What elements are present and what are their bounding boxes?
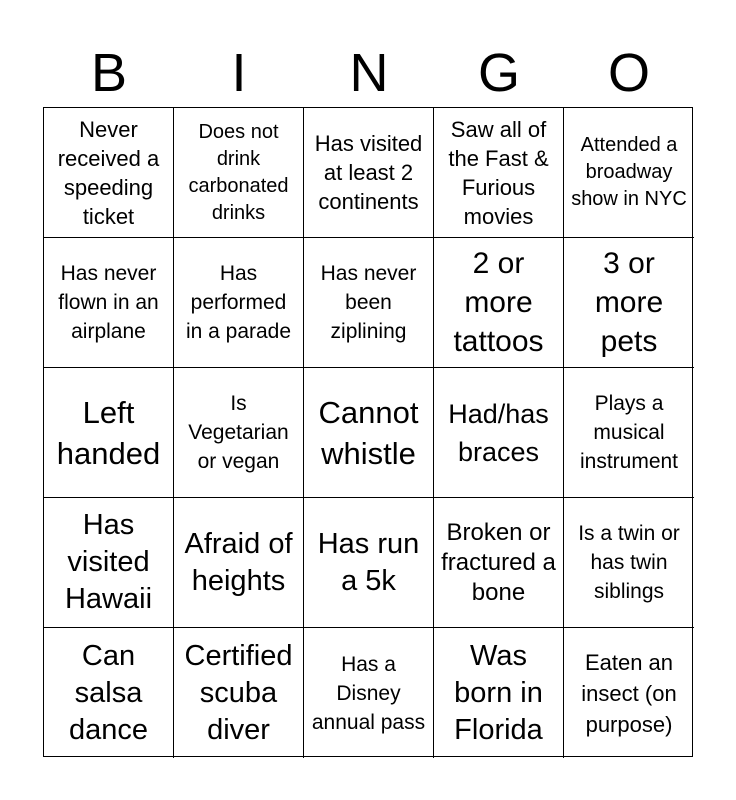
bingo-cell[interactable] (304, 238, 434, 368)
cell-text: Has a Disney annual pass (311, 652, 426, 734)
cell-text: Does not drink carbonated drinks (188, 120, 289, 224)
cell-text: Can salsa dance (68, 639, 148, 746)
cell-text: Has never been ziplining (320, 262, 417, 343)
bingo-cell[interactable] (174, 498, 304, 628)
cell-text: Certified scuba diver (184, 639, 293, 746)
cell-text: Attended a broadway show in NYC (571, 134, 687, 210)
bingo-board (43, 107, 693, 757)
bingo-cell[interactable] (174, 108, 304, 238)
cell-text: 2 or more tattoos (453, 247, 544, 358)
bingo-cell[interactable] (44, 628, 174, 758)
header-letter-b: B (90, 43, 128, 103)
cell-text: Had/has braces (448, 398, 549, 467)
bingo-cell[interactable] (564, 108, 694, 238)
bingo-cell[interactable] (304, 498, 434, 628)
cell-text: Was born in Florida (454, 639, 543, 746)
bingo-cell[interactable] (434, 108, 564, 238)
cell-text: Is Vegetarian or vegan (188, 392, 289, 473)
bingo-cell[interactable] (564, 498, 694, 628)
cell-text: Left handed (56, 394, 161, 471)
bingo-cell[interactable] (174, 628, 304, 758)
cell-text: Has visited at least 2 continents (314, 131, 423, 214)
header-letter-o: O (607, 43, 650, 103)
cell-text: Broken or fractured a bone (441, 518, 556, 606)
bingo-cell[interactable] (174, 368, 304, 498)
cell-text: Has run a 5k (317, 527, 420, 597)
bingo-cell[interactable] (304, 368, 434, 498)
cell-text: Afraid of heights (184, 527, 293, 597)
cell-text: Has performed in a parade (185, 262, 292, 343)
cell-text: Never received a speeding ticket (57, 116, 160, 229)
bingo-cell[interactable] (304, 628, 434, 758)
bingo-cell[interactable] (564, 238, 694, 368)
header-letter-g: G (477, 43, 520, 103)
cell-text: Plays a musical instrument (579, 392, 679, 473)
bingo-cell[interactable] (434, 368, 564, 498)
cell-text: Eaten an insect (on purpose) (581, 649, 677, 737)
header-letter-n: N (349, 43, 389, 103)
bingo-cell[interactable] (434, 628, 564, 758)
bingo-cell[interactable] (44, 108, 174, 238)
cell-text: 3 or more pets (594, 247, 664, 358)
bingo-cell[interactable] (44, 498, 174, 628)
bingo-cell[interactable] (434, 238, 564, 368)
cell-text: Cannot whistle (318, 394, 419, 471)
bingo-cell[interactable] (174, 238, 304, 368)
bingo-cell[interactable] (564, 628, 694, 758)
bingo-header (44, 40, 694, 106)
header-letter-i: I (231, 43, 247, 103)
cell-text: Has visited Hawaii (64, 509, 153, 615)
bingo-cell[interactable] (434, 498, 564, 628)
bingo-cell[interactable] (44, 238, 174, 368)
cell-text: Saw all of the Fast & Furious movies (448, 116, 549, 229)
cell-text: Is a twin or has twin siblings (578, 522, 680, 603)
bingo-cell[interactable] (44, 368, 174, 498)
cell-text: Has never flown in an airplane (58, 262, 159, 343)
bingo-cell[interactable] (304, 108, 434, 238)
bingo-cell[interactable] (564, 368, 694, 498)
